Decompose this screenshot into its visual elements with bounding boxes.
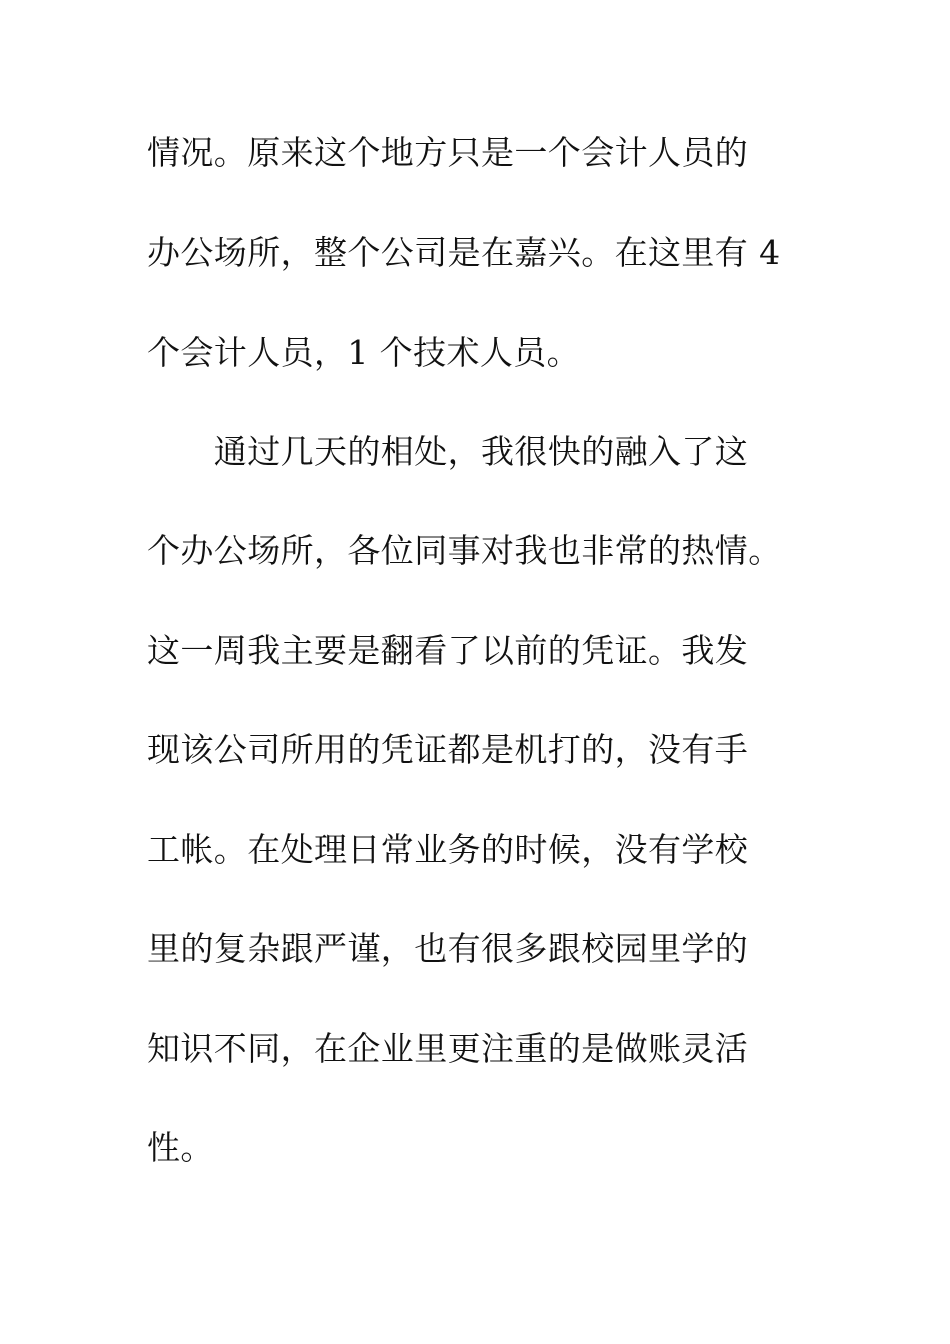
text-line: 情况。原来这个地方只是一个会计人员的 — [147, 133, 749, 172]
text-line: 里的复杂跟严谨，也有很多跟校园里学的 — [147, 929, 749, 968]
text-line: 这一周我主要是翻看了以前的凭证。我发 — [147, 631, 749, 670]
text-line: 工帐。在处理日常业务的时候，没有学校 — [147, 830, 749, 869]
text-line: 个会计人员，1 个技术人员。 — [147, 333, 581, 372]
paragraph-first-line: 通过几天的相处，我很快的融入了这 — [147, 432, 749, 471]
text-line: 性。 — [147, 1128, 214, 1167]
text-line: 办公场所，整个公司是在嘉兴。在这里有 4 — [147, 233, 781, 272]
text-line: 知识不同，在企业里更注重的是做账灵活 — [147, 1029, 749, 1068]
text-line: 个办公场所，各位同事对我也非常的热情。 — [147, 531, 782, 570]
text-line: 现该公司所用的凭证都是机打的，没有手 — [147, 730, 749, 769]
